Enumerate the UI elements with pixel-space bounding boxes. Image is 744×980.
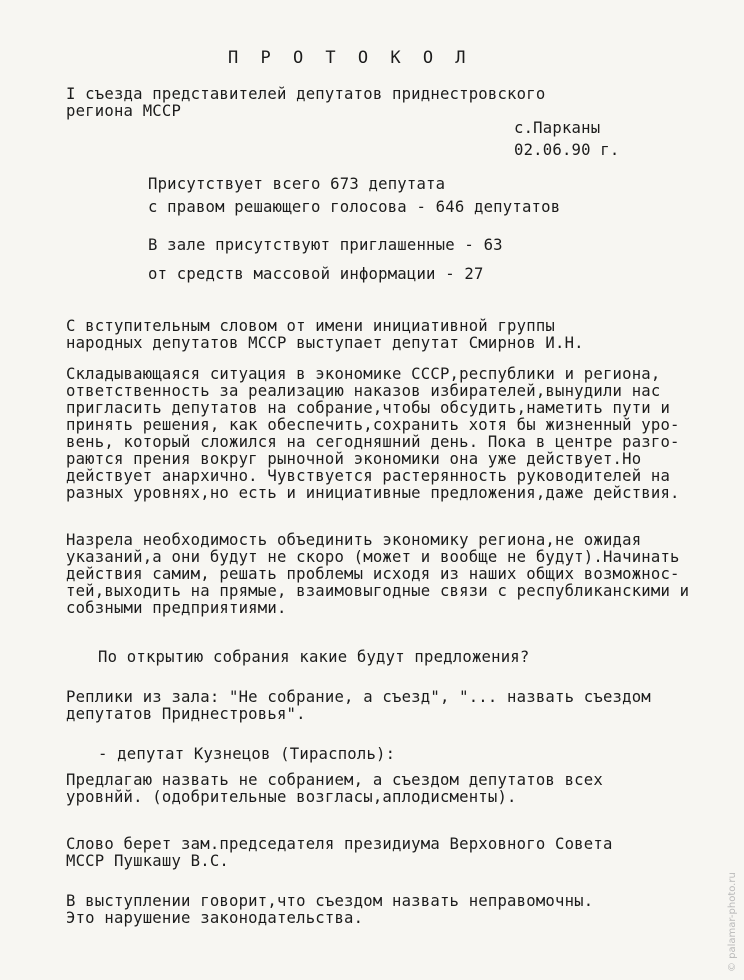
text-line: тей,выходить на прямые, взаимовыгодные связи с республиканскими и xyxy=(66,582,690,600)
text-line: пригласить депутатов на собрание,чтобы обсудить,наметить пути и xyxy=(66,399,671,417)
text-line: Это нарушение законодательства. xyxy=(66,909,364,927)
text-line: уровнйй. (одобрительные возгласы,аплодисменты). xyxy=(66,788,517,806)
attendance-media: от средств массовой информации - 27 xyxy=(148,265,484,283)
text-line: разных уровнях,но есть и инициативные предложения,даже действия. xyxy=(66,484,680,502)
text-line: ответственность за реализацию наказов избирателей,вынудили нас xyxy=(66,382,661,400)
text-line: народных депутатов МССР выступает депутат Смирнов И.Н. xyxy=(66,334,584,352)
text-line: вень, который сложился на сегодняшний день. Пока в центре разго- xyxy=(66,433,680,451)
text-line: Назрела необходимость объединить экономику региона,не ожидая xyxy=(66,531,642,549)
text-line: Предлагаю назвать не собранием, а съездом депутатов всех xyxy=(66,771,603,789)
paragraph-proposal xyxy=(66,772,603,806)
text-line: принять решения, как обеспечить,сохранить хотя бы жизненный уро- xyxy=(66,416,680,434)
text-line: депутатов Приднестровья". xyxy=(66,705,306,723)
text-line: действия самим, решать проблемы исходя из наших общих возможнос- xyxy=(66,565,680,583)
text-line: действует анархично. Чувствуется растерянность руководителей на xyxy=(66,467,671,485)
text-line: собзными предприятиями. xyxy=(66,599,287,617)
text-line: Реплики из зала: "Не собрание, а съезд", "... назвать съездом xyxy=(66,688,651,706)
attendance-invited: В зале присутствуют приглашенные - 63 xyxy=(148,236,503,254)
header-line-1: I съезда представителей депутатов приднестровского xyxy=(66,85,546,103)
text-line: С вступительным словом от имени инициативной группы xyxy=(66,317,555,335)
paragraph-speaker xyxy=(98,746,395,763)
document-title: П Р О Т О К О Л xyxy=(228,48,472,68)
text-line: указаний,а они будут не скоро (может и вообще не будут).Начинать xyxy=(66,548,680,566)
paragraph-intro xyxy=(66,318,584,352)
header-line-2: региона МССР xyxy=(66,102,182,120)
text-line: Складывающаяся ситуация в экономике СССР,республики и региона, xyxy=(66,365,661,383)
paragraph-objection xyxy=(66,893,593,927)
text-line: По открытию собрания какие будут предложения? xyxy=(98,648,530,666)
paragraph-necessity xyxy=(66,532,689,617)
text-line: Слово берет зам.председателя президиума Верховного Совета xyxy=(66,835,613,853)
paragraph-question xyxy=(98,649,529,666)
text-line: В выступлении говорит,что съездом назвать неправомочны. xyxy=(66,892,594,910)
watermark: © palamar-photo.ru xyxy=(727,872,738,972)
text-line: - депутат Кузнецов (Тирасполь): xyxy=(98,745,396,763)
paragraph-floor xyxy=(66,836,613,870)
paragraph-situation xyxy=(66,366,680,502)
text-line: МССР Пушкашу В.С. xyxy=(66,852,229,870)
document-date: 02.06.90 г. xyxy=(514,141,620,159)
text-line: раются прения вокруг рыночной экономики она уже действует.Но xyxy=(66,450,642,468)
attendance-total: Присутствует всего 673 депутата xyxy=(148,175,446,193)
paragraph-replies xyxy=(66,689,651,723)
attendance-voting: с правом решающего голосова - 646 депутатов xyxy=(148,198,561,216)
document-place: с.Парканы xyxy=(514,119,601,137)
